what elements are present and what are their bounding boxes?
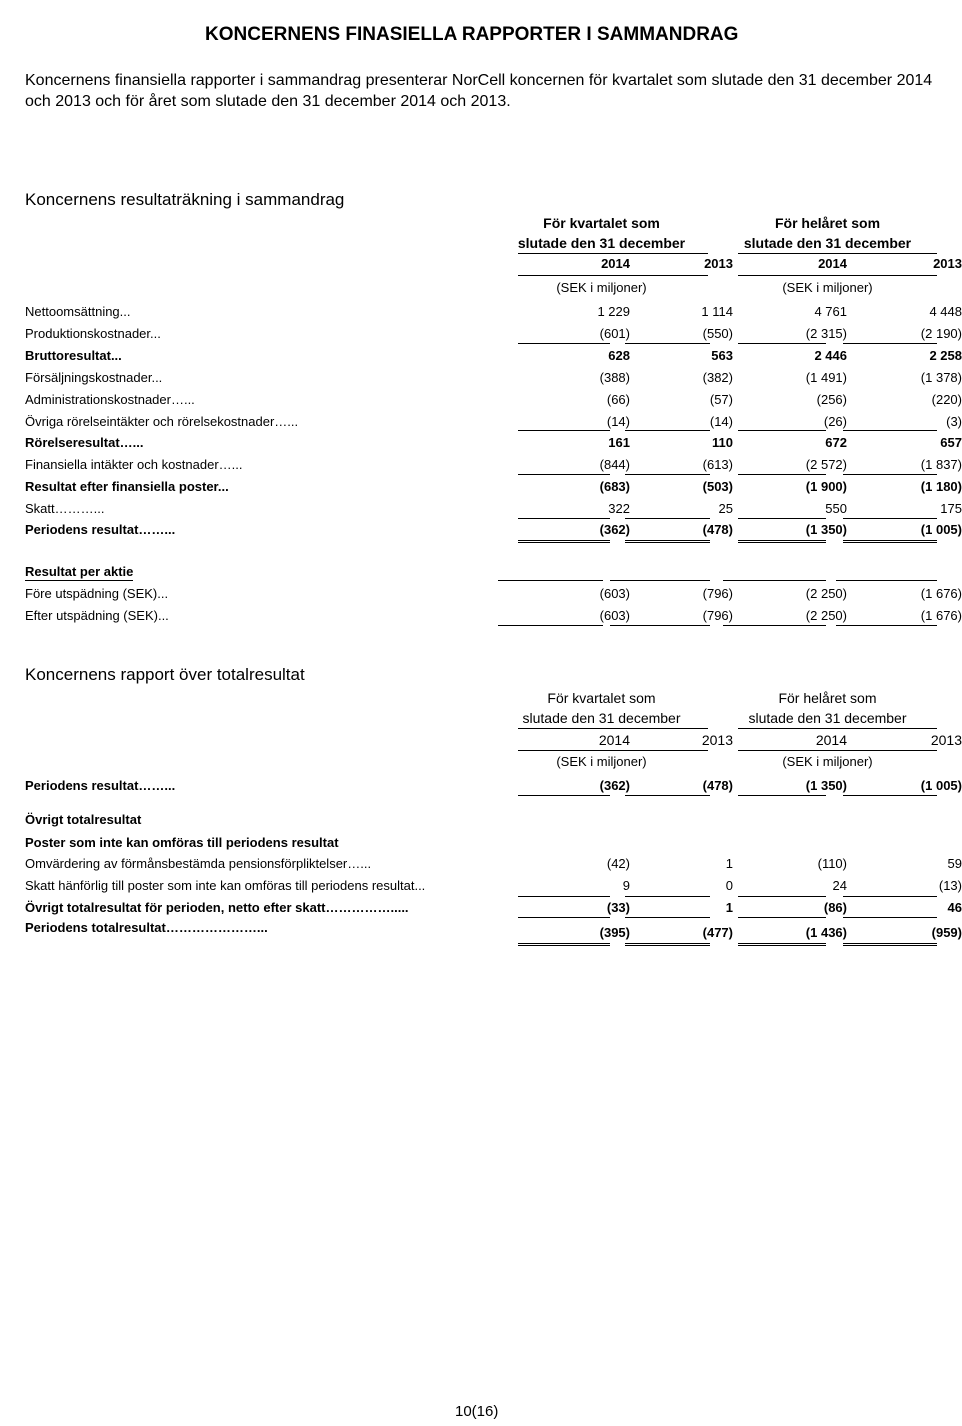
subtotal-line <box>625 430 710 431</box>
subtotal-line <box>843 518 937 519</box>
row-label: Administrationskostnader…... <box>25 392 195 407</box>
cell-value: 672 <box>825 435 847 450</box>
cell-value: (14) <box>606 414 630 429</box>
subtotal-line <box>518 518 610 519</box>
cell-value: (3) <box>946 414 962 429</box>
subtotal-line <box>518 343 610 344</box>
comp-year-underline <box>738 728 937 729</box>
subtotal-line <box>843 795 937 796</box>
cell-value: (2 190) <box>920 326 962 341</box>
subtotal-line <box>518 430 610 431</box>
table-row <box>25 370 962 392</box>
cell-value: 1 229 <box>597 304 630 319</box>
row-label: Före utspädning (SEK)... <box>25 586 169 601</box>
cell-value: (796) <box>702 608 733 623</box>
row-label: Rörelseresultat…... <box>25 435 144 450</box>
table-row <box>25 501 962 523</box>
cell-value: (2 250) <box>805 586 847 601</box>
cell-value: (2 250) <box>805 608 847 623</box>
cell-value: (395) <box>599 925 630 940</box>
cell-value: 4 448 <box>929 304 962 319</box>
cell-value: 46 <box>947 900 962 915</box>
subtotal-line <box>518 795 610 796</box>
cell-value: (220) <box>931 392 962 407</box>
table-row <box>25 608 962 630</box>
cell-value: (66) <box>606 392 630 407</box>
cell-value: 2 446 <box>814 348 847 363</box>
comp-unit-year: (SEK i miljoner) <box>782 754 873 769</box>
cell-value: 9 <box>622 878 630 893</box>
cell-value: 161 <box>608 435 630 450</box>
cell-value: (1 676) <box>920 608 962 623</box>
cell-value: (57) <box>709 392 733 407</box>
total-double-line <box>843 943 937 946</box>
cell-value: 628 <box>608 348 630 363</box>
subtotal-line <box>498 625 603 626</box>
cell-value: 563 <box>711 348 733 363</box>
cell-value: 550 <box>825 501 847 516</box>
subtotal-line <box>738 430 826 431</box>
table-row <box>25 778 962 800</box>
subtotal-line <box>518 896 610 897</box>
subtotal-line <box>843 343 937 344</box>
comp-year-y2014: 2014 <box>815 732 847 748</box>
row-label: Skatt………... <box>25 501 105 516</box>
total-double-line <box>625 943 710 946</box>
comp-unit-quarter: (SEK i miljoner) <box>556 754 647 769</box>
cell-value: (613) <box>702 457 733 472</box>
cell-value: (478) <box>702 522 733 537</box>
income-quarter-header-line2: slutade den 31 december <box>517 235 686 251</box>
income-year-underline <box>738 253 937 254</box>
row-label: Nettoomsättning... <box>25 304 131 319</box>
subtotal-line <box>610 580 710 581</box>
subtotal-line <box>625 896 710 897</box>
cell-value: (550) <box>702 326 733 341</box>
subtotal-line <box>836 625 937 626</box>
cell-value: (1 837) <box>920 457 962 472</box>
cell-value: (1 491) <box>805 370 847 385</box>
subtotal-line <box>625 343 710 344</box>
cell-value: (26) <box>823 414 847 429</box>
total-double-line <box>843 540 937 543</box>
comp-quarter-header <box>495 688 708 728</box>
income-year-header <box>718 213 937 253</box>
cell-value: 322 <box>608 501 630 516</box>
cell-value: 4 761 <box>814 304 847 319</box>
cell-value: (388) <box>599 370 630 385</box>
table-row <box>25 435 962 457</box>
income-unit-quarter: (SEK i miljoner) <box>556 280 647 295</box>
income-year-header-line2: slutade den 31 december <box>743 235 912 251</box>
row-label: Periodens resultat……... <box>25 778 176 793</box>
income-unit-year: (SEK i miljoner) <box>782 280 873 295</box>
subtotal-line <box>625 518 710 519</box>
comp-quarter-underline <box>518 728 708 729</box>
subtotal-line <box>625 917 710 918</box>
cell-value: (603) <box>599 586 630 601</box>
row-label: Övriga rörelseintäkter och rörelsekostnader…... <box>25 414 299 429</box>
row-label: Efter utspädning (SEK)... <box>25 608 169 623</box>
cell-value: 657 <box>940 435 962 450</box>
cell-value: (1 436) <box>805 925 847 940</box>
cell-value: (1 180) <box>920 479 962 494</box>
other-comprehensive-heading: Övrigt totalresultat <box>25 812 142 827</box>
subtotal-line <box>843 474 937 475</box>
row-label: Produktionskostnader... <box>25 326 161 341</box>
table-row <box>25 900 962 922</box>
table-row <box>25 304 962 326</box>
subtotal-line <box>738 795 826 796</box>
cell-value: (959) <box>931 925 962 940</box>
comp-years-underline-y <box>738 750 937 751</box>
cell-value: (1 005) <box>920 522 962 537</box>
subtotal-line <box>518 917 610 918</box>
cell-value: (382) <box>702 370 733 385</box>
row-label: Övrigt totalresultat för perioden, netto efter skatt……………..... <box>25 900 409 915</box>
cell-value: (796) <box>702 586 733 601</box>
table-row <box>25 856 962 878</box>
comp-quarter-header-line1: För kvartalet som <box>547 690 656 706</box>
table-row <box>25 586 962 608</box>
subtotal-line <box>843 917 937 918</box>
cell-value: 1 <box>725 900 733 915</box>
income-years-underline-q <box>518 275 708 276</box>
subtotal-line <box>723 580 826 581</box>
subtotal-line <box>625 795 710 796</box>
cell-value: (1 900) <box>805 479 847 494</box>
subtotal-line <box>610 625 710 626</box>
subtotal-line <box>738 917 826 918</box>
subtotal-line <box>723 625 826 626</box>
row-label: Omvärdering av förmånsbestämda pensionsförpliktelser…... <box>25 856 372 871</box>
cell-value: 0 <box>725 878 733 893</box>
subtotal-line <box>738 474 826 475</box>
subtotal-line <box>843 896 937 897</box>
table-row <box>25 457 962 479</box>
cell-value: (1 378) <box>920 370 962 385</box>
income-quarter-header-line1: För kvartalet som <box>543 215 660 231</box>
cell-value: 175 <box>940 501 962 516</box>
row-label: Bruttoresultat... <box>25 348 122 363</box>
cell-value: 1 114 <box>701 304 733 319</box>
cell-value: (14) <box>709 414 733 429</box>
comp-year-header-line2: slutade den 31 december <box>748 710 907 726</box>
cell-value: (13) <box>938 878 962 893</box>
cell-value: (478) <box>702 778 733 793</box>
comp-year-y2013: 2013 <box>930 732 962 748</box>
total-double-line <box>518 943 610 946</box>
cell-value: (1 005) <box>920 778 962 793</box>
row-label: Resultat efter finansiella poster... <box>25 479 229 494</box>
comp-years-underline-q <box>518 750 708 751</box>
table-row <box>25 392 962 414</box>
cell-value: (477) <box>702 925 733 940</box>
cell-value: (601) <box>599 326 630 341</box>
subtotal-line <box>498 580 603 581</box>
cell-value: (33) <box>606 900 630 915</box>
total-double-line <box>625 540 710 543</box>
income-quarter-underline <box>518 253 708 254</box>
intro-paragraph: Koncernens finansiella rapporter i sammandrag presenterar NorCell koncernen för kvartalet som slutade den 31 december 2014 och 2013 och för året som slutade den 31 december 2014 och 2013. <box>25 72 933 110</box>
cell-value: (256) <box>816 392 847 407</box>
cell-value: (2 315) <box>805 326 847 341</box>
row-label: Periodens resultat……... <box>25 522 176 537</box>
income-year-q2014: 2014 <box>601 256 630 271</box>
cell-value: (110) <box>817 856 847 871</box>
cell-value: (844) <box>599 457 630 472</box>
page-number: 10(16) <box>455 1403 499 1420</box>
cell-value: (86) <box>823 900 847 915</box>
row-label: Periodens totalresultat…………………... <box>25 920 268 935</box>
cell-value: (683) <box>599 479 630 494</box>
subtotal-line <box>625 474 710 475</box>
comp-year-q2014: 2014 <box>598 732 630 748</box>
subtotal-line <box>836 580 937 581</box>
row-label: Finansiella intäkter och kostnader…... <box>25 457 243 472</box>
cell-value: (362) <box>599 522 630 537</box>
comp-year-q2013: 2013 <box>701 732 733 748</box>
total-double-line <box>738 540 826 543</box>
cell-value: (1 676) <box>920 586 962 601</box>
table-row <box>25 479 962 501</box>
per-share-heading: Resultat per aktie <box>25 564 134 579</box>
cell-value: (503) <box>702 479 733 494</box>
subtotal-line <box>738 343 826 344</box>
subtotal-line <box>738 518 826 519</box>
row-label: Skatt hänförlig till poster som inte kan omföras till periodens resultat... <box>25 878 426 893</box>
cell-value: (42) <box>606 856 630 871</box>
comp-year-header-line1: För helåret som <box>778 690 877 706</box>
cell-value: 59 <box>947 856 962 871</box>
income-year-header-line1: För helåret som <box>774 215 881 231</box>
table-row <box>25 414 962 436</box>
cell-value: (362) <box>599 778 630 793</box>
total-double-line <box>738 943 826 946</box>
income-year-q2013: 2013 <box>704 256 733 271</box>
cell-value: (1 350) <box>805 778 847 793</box>
row-label: Försäljningskostnader... <box>25 370 163 385</box>
page-title: KONCERNENS FINASIELLA RAPPORTER I SAMMANDRAG <box>205 24 739 45</box>
table-row <box>25 920 962 942</box>
table-row <box>25 326 962 348</box>
income-year-y2013: 2013 <box>933 256 962 271</box>
subtotal-line <box>738 896 826 897</box>
subtotal-line <box>843 430 937 431</box>
cell-value: 110 <box>712 435 733 450</box>
subtotal-line <box>518 474 610 475</box>
cell-value: (2 572) <box>805 457 847 472</box>
cell-value: 24 <box>832 878 847 893</box>
cell-value: (603) <box>599 608 630 623</box>
comp-quarter-header-line2: slutade den 31 december <box>522 710 681 726</box>
income-years-underline-y <box>738 275 937 276</box>
cell-value: (1 350) <box>805 522 847 537</box>
cell-value: 1 <box>725 856 733 871</box>
comprehensive-heading: Koncernens rapport över totalresultat <box>25 665 305 684</box>
cell-value: 2 258 <box>929 348 962 363</box>
cell-value: 25 <box>718 501 733 516</box>
table-row <box>25 348 962 370</box>
income-heading: Koncernens resultaträkning i sammandrag <box>25 190 345 209</box>
non-reclassifiable-heading: Poster som inte kan omföras till periodens resultat <box>25 835 339 850</box>
total-double-line <box>518 540 610 543</box>
income-quarter-header <box>495 213 708 253</box>
comp-year-header <box>718 688 937 728</box>
income-year-y2014: 2014 <box>818 256 847 271</box>
